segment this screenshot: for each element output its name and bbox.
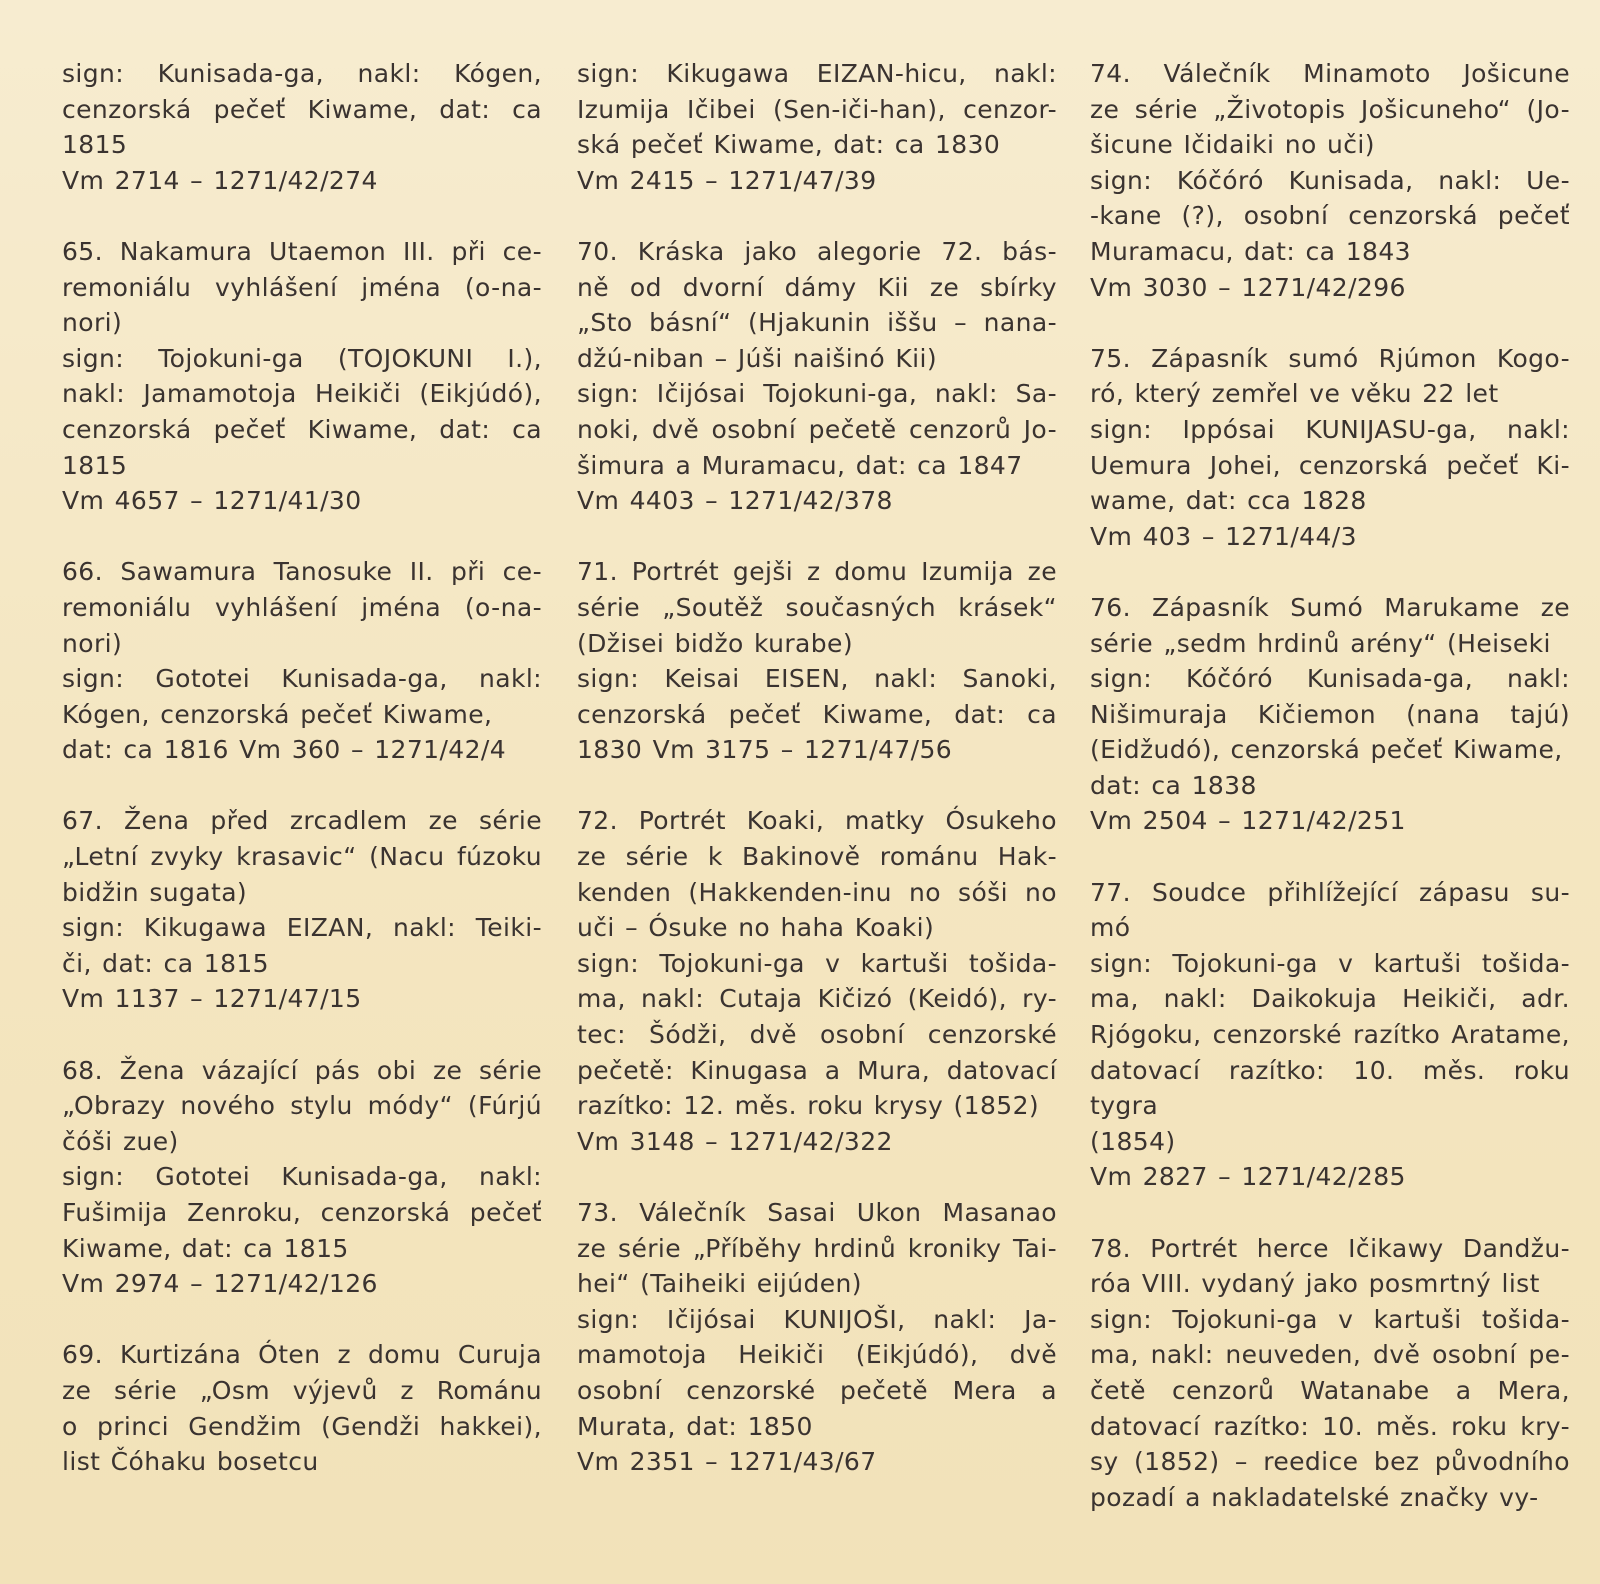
entry-text-line: Vm 4403 – 1271/42/378 <box>577 486 893 516</box>
entry-text-line: „Letní zvyky krasavic“ (Nacu fúzoku <box>62 842 542 872</box>
entry-text-line: kenden (Hakkenden-inu no sóši no <box>577 877 1057 907</box>
entry-text-line: Kógen, cenzorská pečeť Kiwame, <box>62 699 493 729</box>
entry-text-line: sign: Kikugawa EIZAN, nakl: Teiki- <box>62 913 542 943</box>
entry-text-line: 68. Žena vázající pás obi ze série <box>62 1055 542 1085</box>
catalog-entry <box>1090 875 1570 1195</box>
entry-text-line: ně od dvorní dámy Kii ze sbírky <box>577 272 1057 302</box>
entry-text-line: 66. Sawamura Tanosuke II. při ce- <box>62 557 542 587</box>
entry-text-line: ma, nakl: Cutaja Kičizó (Keidó), ry- <box>577 984 1057 1014</box>
entry-text-line: ma, nakl: Daikokuja Heikiči, adr. <box>1090 984 1570 1014</box>
entry-text-line: Vm 3030 – 1271/42/296 <box>1090 272 1406 302</box>
entry-text-line: ská pečeť Kiwame, dat: ca 1830 <box>577 130 1001 160</box>
catalog-entry <box>62 554 542 768</box>
entry-text-line: list Čóhaku bosetcu <box>62 1447 319 1477</box>
entry-text-line: 1830 Vm 3175 – 1271/47/56 <box>577 735 953 765</box>
entry-text-line: Nišimuraja Kičiemon (nana tajú) <box>1090 699 1570 729</box>
entry-text-line: (Eidžudó), cenzorská pečeť Kiwame, <box>1090 735 1563 765</box>
catalog-entry <box>577 554 1057 768</box>
entry-text-line: šimura a Muramacu, dat: ca 1847 <box>577 450 1023 480</box>
entry-text-line: pečetě: Kinugasa a Mura, datovací <box>577 1055 1057 1085</box>
catalog-entry <box>62 56 542 198</box>
entry-text-line: ze série „Osm výjevů z Románu <box>62 1375 542 1405</box>
entry-text-line: 72. Portrét Koaki, matky Ósukeho <box>577 806 1057 836</box>
text-column-right <box>1090 56 1570 1551</box>
entry-text-line: (Džisei bidžo kurabe) <box>577 628 853 658</box>
entry-text-line: sign: Ičijósai KUNIJOŠI, nakl: Ja- <box>577 1304 1057 1334</box>
catalog-entry <box>577 234 1057 519</box>
entry-text-line: sign: Kunisada-ga, nakl: Kógen, <box>62 59 542 88</box>
catalog-entry <box>577 56 1057 198</box>
entry-text-line: Vm 2415 – 1271/47/39 <box>577 165 877 195</box>
entry-text-line: 1815 <box>62 450 128 480</box>
entry-text-line: remoniálu vyhlášení jména (o-na- <box>62 272 542 302</box>
catalog-entry <box>62 1053 542 1302</box>
entry-text-line: bidžin sugata) <box>62 877 248 907</box>
entry-text-line: Muramacu, dat: ca 1843 <box>1090 236 1411 266</box>
catalog-entry <box>62 234 542 519</box>
entry-text-line: 67. Žena před zrcadlem ze série <box>62 806 542 836</box>
catalog-entry <box>577 1195 1057 1480</box>
entry-text-line: ze série „Příběhy hrdinů kroniky Tai- <box>577 1233 1057 1263</box>
catalog-entry <box>1090 590 1570 839</box>
entry-text-line: Vm 1137 – 1271/47/15 <box>62 984 362 1014</box>
entry-text-line: Vm 4657 – 1271/41/30 <box>62 486 362 516</box>
entry-text-line: džú-niban – Júši naišinó Kii) <box>577 343 938 373</box>
entry-text-line: 73. Válečník Sasai Ukon Masanao <box>577 1198 1057 1227</box>
entry-text-line: ma, nakl: neuveden, dvě osobní pe- <box>1090 1340 1570 1370</box>
catalog-entry <box>1090 341 1570 555</box>
entry-text-line: 1815 <box>62 130 128 160</box>
entry-text-line: nori) <box>62 308 123 338</box>
entry-text-line: uči – Ósuke no haha Koaki) <box>577 913 935 943</box>
entry-text-line: Vm 2504 – 1271/42/251 <box>1090 806 1406 836</box>
entry-text-line: cenzorská pečeť Kiwame, dat: ca <box>62 414 542 444</box>
entry-text-line: sign: Tojokuni-ga (TOJOKUNI I.), <box>62 343 542 373</box>
text-column-middle <box>577 56 1057 1515</box>
entry-text-line: ze série „Životopis Jošicuneho“ (Jo- <box>1090 94 1570 124</box>
entry-text-line: 76. Zápasník Sumó Marukame ze <box>1090 592 1570 622</box>
entry-text-line: série „Soutěž současných krásek“ <box>577 592 1057 622</box>
entry-text-line: tec: Šódži, dvě osobní cenzorské <box>577 1020 1057 1050</box>
entry-text-line: Murata, dat: 1850 <box>577 1411 813 1441</box>
entry-text-line: razítko: 12. měs. roku krysy (1852) <box>577 1091 1040 1121</box>
entry-text-line: osobní cenzorské pečetě Mera a <box>577 1375 1057 1405</box>
entry-text-line: noki, dvě osobní pečetě cenzorů Jo- <box>577 414 1057 444</box>
entry-text-line: datovací razítko: 10. měs. roku tygra <box>1090 1055 1570 1121</box>
entry-text-line: 70. Kráska jako alegorie 72. bás- <box>577 236 1057 266</box>
entry-text-line: sy (1852) – reedice bez původního <box>1090 1447 1570 1477</box>
entry-text-line: cenzorská pečeť Kiwame, dat: ca <box>577 699 1057 729</box>
entry-text-line: Uemura Johei, cenzorská pečeť Ki- <box>1090 450 1570 480</box>
catalog-entry <box>62 803 542 1017</box>
entry-text-line: série „sedm hrdinů arény“ (Heiseki <box>1090 628 1551 658</box>
entry-text-line: Vm 2974 – 1271/42/126 <box>62 1269 378 1299</box>
entry-text-line: sign: Tojokuni-ga v kartuši tošida- <box>1090 948 1570 978</box>
entry-text-line: -kane (?), osobní cenzorská pečeť <box>1090 201 1570 231</box>
entry-text-line: dat: ca 1816 Vm 360 – 1271/42/4 <box>62 735 507 765</box>
entry-text-line: Fušimija Zenroku, cenzorská pečeť <box>62 1198 542 1227</box>
entry-text-line: 65. Nakamura Utaemon III. při ce- <box>62 236 542 266</box>
entry-text-line: mó <box>1090 913 1131 943</box>
entry-text-line: ze série k Bakinově románu Hak- <box>577 842 1057 872</box>
entry-text-line: o princi Gendžim (Gendži hakkei), <box>62 1411 542 1441</box>
entry-text-line: „Obrazy nového stylu módy“ (Fúrjú <box>62 1091 542 1121</box>
entry-text-line: sign: Ippósai KUNIJASU-ga, nakl: <box>1090 414 1570 444</box>
catalog-entry <box>1090 56 1570 305</box>
entry-text-line: Kiwame, dat: ca 1815 <box>62 1233 349 1263</box>
entry-text-line: sign: Tojokuni-ga v kartuši tošida- <box>1090 1304 1570 1334</box>
entry-text-line: Rjógoku, cenzorské razítko Aratame, <box>1090 1020 1570 1050</box>
catalog-entry <box>1090 1231 1570 1516</box>
entry-text-line: wame, dat: cca 1828 <box>1090 486 1367 516</box>
entry-text-line: 75. Zápasník sumó Rjúmon Kogo- <box>1090 343 1570 373</box>
catalog-entry <box>577 803 1057 1159</box>
entry-text-line: 77. Soudce přihlížející zápasu su- <box>1090 877 1570 907</box>
entry-text-line: ró, který zemřel ve věku 22 let <box>1090 379 1499 409</box>
entry-text-line: 69. Kurtizána Óten z domu Curuja <box>62 1340 542 1370</box>
entry-text-line: sign: Gototei Kunisada-ga, nakl: <box>62 664 542 694</box>
entry-text-line: róa VIII. vydaný jako posmrtný list <box>1090 1269 1540 1299</box>
entry-text-line: šicune Ičidaiki no uči) <box>1090 130 1375 160</box>
entry-text-line: (1854) <box>1090 1126 1176 1156</box>
entry-text-line: čóši zue) <box>62 1126 179 1156</box>
entry-text-line: 78. Portrét herce Ičikawy Dandžu- <box>1090 1233 1570 1263</box>
entry-text-line: remoniálu vyhlášení jména (o-na- <box>62 592 542 622</box>
entry-text-line: Vm 2827 – 1271/42/285 <box>1090 1162 1406 1192</box>
text-column-left <box>62 56 542 1515</box>
entry-text-line: sign: Gototei Kunisada-ga, nakl: <box>62 1162 542 1192</box>
entry-text-line: či, dat: ca 1815 <box>62 948 269 978</box>
entry-text-line: sign: Ičijósai Tojokuni-ga, nakl: Sa- <box>577 379 1057 409</box>
catalog-entry <box>62 1337 542 1479</box>
entry-text-line: cenzorská pečeť Kiwame, dat: ca <box>62 94 542 124</box>
entry-text-line: sign: Keisai EISEN, nakl: Sanoki, <box>577 664 1057 694</box>
entry-text-line: hei“ (Taiheiki eijúden) <box>577 1269 862 1299</box>
entry-text-line: Vm 2351 – 1271/43/67 <box>577 1447 877 1477</box>
entry-text-line: sign: Tojokuni-ga v kartuši tošida- <box>577 948 1057 978</box>
entry-text-line: „Sto básní“ (Hjakunin iššu – nana- <box>577 308 1057 338</box>
entry-text-line: sign: Kóčóró Kunisada, nakl: Ue- <box>1090 165 1570 195</box>
entry-text-line: 74. Válečník Minamoto Jošicune <box>1090 59 1570 88</box>
entry-text-line: sign: Kikugawa EIZAN-hicu, nakl: <box>577 59 1057 88</box>
entry-text-line: Vm 403 – 1271/44/3 <box>1090 521 1357 551</box>
entry-text-line: četě cenzorů Watanabe a Mera, <box>1090 1375 1570 1405</box>
entry-text-line: 71. Portrét gejši z domu Izumija ze <box>577 557 1057 587</box>
entry-text-line: nakl: Jamamotoja Heikiči (Eikjúdó), <box>62 379 542 409</box>
entry-text-line: Izumija Ičibei (Sen-iči-han), cenzor- <box>577 94 1057 124</box>
entry-text-line: pozadí a nakladatelské značky vy- <box>1090 1482 1539 1512</box>
entry-text-line: dat: ca 1838 <box>1090 770 1257 800</box>
entry-text-line: datovací razítko: 10. měs. roku kry- <box>1090 1411 1570 1441</box>
entry-text-line: sign: Kóčóró Kunisada-ga, nakl: <box>1090 664 1570 694</box>
entry-text-line: Vm 3148 – 1271/42/322 <box>577 1126 893 1156</box>
entry-text-line: mamotoja Heikiči (Eikjúdó), dvě <box>577 1340 1057 1370</box>
entry-text-line: Vm 2714 – 1271/42/274 <box>62 165 378 195</box>
entry-text-line: nori) <box>62 628 123 658</box>
